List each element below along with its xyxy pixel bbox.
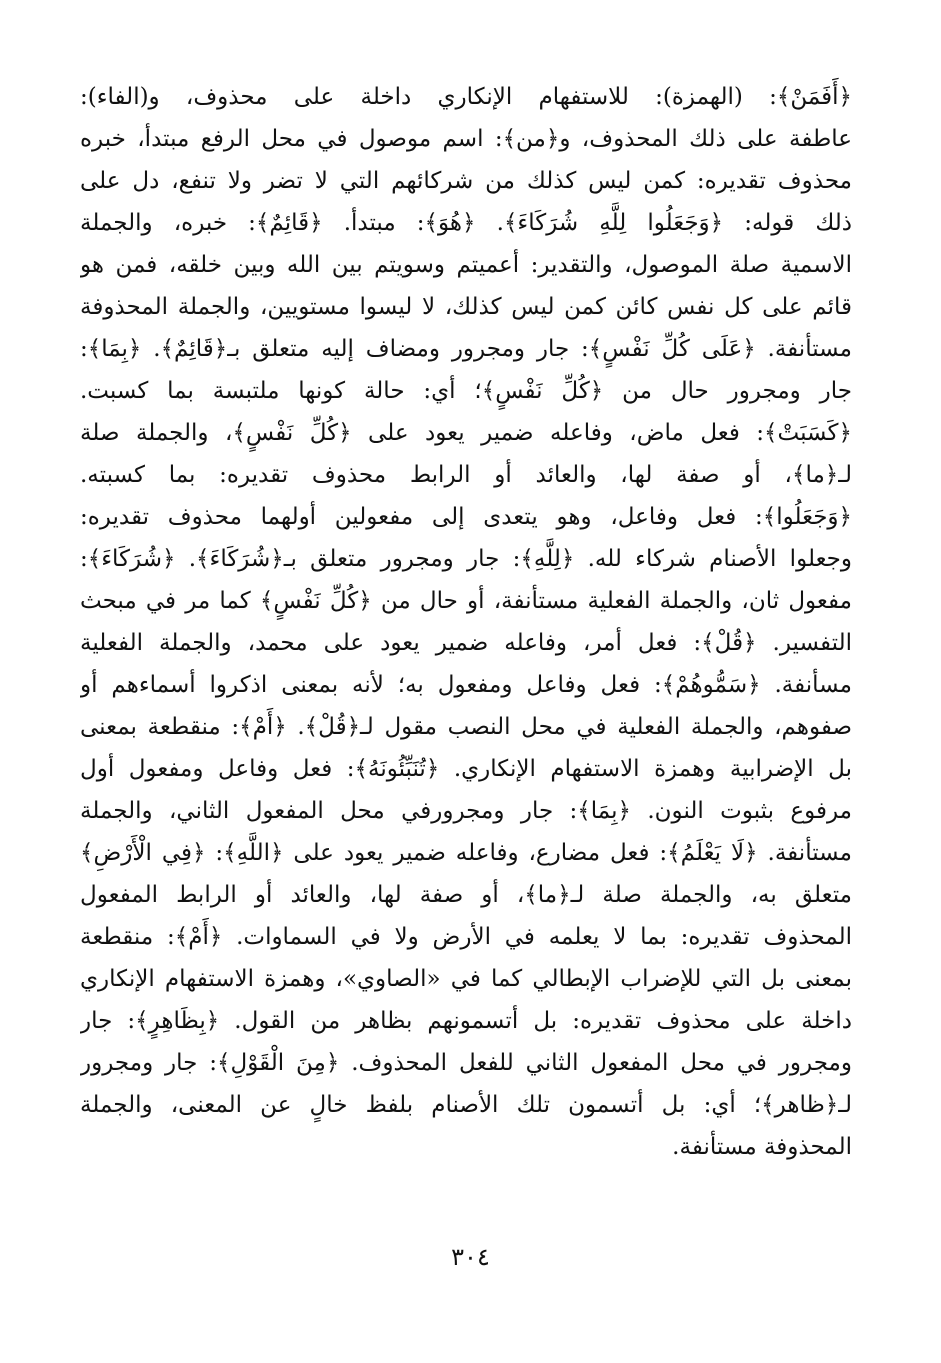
text-line: محذوف تقديره: كمن ليس كذلك من شركائهم التي لا تضر ولا تنفع، دل على	[80, 168, 852, 194]
text-line: مسأنفة. ﴿سَمُّوهُمْ﴾: فعل وفاعل ومفعول به؛ لأنه بمعنى اذكروا أسماءهم أو	[80, 672, 852, 698]
text-line: مستأنفة. ﴿لَا يَعْلَمُ﴾: فعل مضارع، وفاعله ضمير يعود على ﴿اللَّهِ﴾: ﴿فِي الْأَرْضِ﴾	[80, 840, 852, 866]
text-line: ﴿وَجَعَلُوا﴾: فعل وفاعل، وهو يتعدى إلى مفعولين أولهما محذوف تقديره:	[80, 504, 852, 530]
text-line: وجعلوا الأصنام شركاء لله. ﴿لِلَّهِ﴾: جار ومجرور متعلق بـ﴿شُرَكَاءَ﴾. ﴿شُرَكَاءَ﴾:	[80, 546, 852, 572]
text-line: المحذوفة مستأنفة.	[672, 1134, 852, 1160]
text-line: بمعنى بل التي للإضراب الإبطالي كما في «الصاوي»، وهمزة الاستفهام الإنكاري	[80, 966, 852, 992]
text-line: مستأنفة. ﴿عَلَى كُلِّ نَفْسٍ﴾: جار ومجرور ومضاف إليه متعلق بـ﴿قَائِمٌ﴾. ﴿بِمَا﴾:	[80, 336, 852, 362]
text-line: لـ﴿ظاهر﴾؛ أي: بل أتسمون تلك الأصنام بلفظ خالٍ عن المعنى، والجملة	[80, 1092, 852, 1118]
text-line: عاطفة على ذلك المحذوف، و﴿من﴾: اسم موصول في محل الرفع مبتدأ، خبره	[80, 126, 852, 152]
text-line: ذلك قوله: ﴿وَجَعَلُوا لِلَّهِ شُرَكَاءَ﴾. ﴿هُوَ﴾: مبتدأ. ﴿قَائِمٌ﴾: خبره، والجملة	[80, 210, 852, 236]
text-line: الاسمية صلة الموصول، والتقدير: أعميتم وسويتم بين الله وبين خلقه، فمن هو	[80, 252, 852, 278]
text-line: مرفوع بثبوت النون. ﴿بِمَا﴾: جار ومجرورفي محل المفعول الثاني، والجملة	[80, 798, 852, 824]
text-line: مفعول ثان، والجملة الفعلية مستأنفة، أو حال من ﴿كُلِّ نَفْسٍ﴾ كما مر في مبحث	[80, 588, 852, 614]
text-line: المحذوف تقديره: بما لا يعلمه في الأرض ولا في السماوات. ﴿أَمْ﴾: منقطعة	[80, 924, 852, 950]
page-number: ٣٠٤	[451, 1243, 490, 1271]
text-line: داخلة على محذوف تقديره: بل أتسمونهم بظاهر من القول. ﴿بِظَاهِرٍ﴾: جار	[80, 1008, 852, 1034]
text-line: ومجرور في محل المفعول الثاني للفعل المحذوف. ﴿مِنَ الْقَوْلِ﴾: جار ومجرور	[80, 1050, 852, 1076]
text-line: بل الإضرابية وهمزة الاستفهام الإنكاري. ﴿تُنَبِّئُونَهُ﴾: فعل وفاعل ومفعول أول	[80, 756, 852, 782]
text-line: التفسير. ﴿قُلْ﴾: فعل أمر، وفاعله ضمير يعود على محمد، والجملة الفعلية	[80, 630, 852, 656]
text-line: صفوهم، والجملة الفعلية في محل النصب مقول لـ﴿قُلْ﴾. ﴿أَمْ﴾: منقطعة بمعنى	[80, 714, 852, 740]
text-line: لـ﴿ما﴾، أو صفة لها، والعائد أو الرابط محذوف تقديره: بما كسبته.	[80, 462, 852, 488]
body-text	[80, 76, 852, 1168]
text-line: جار ومجرور حال من ﴿كُلِّ نَفْسٍ﴾؛ أي: حالة كونها ملتبسة بما كسبت.	[80, 378, 852, 404]
text-line: متعلق به، والجملة صلة لـ﴿ما﴾، أو صفة لها، والعائد أو الرابط المفعول	[80, 882, 852, 908]
text-line: ﴿كَسَبَتْ﴾: فعل ماض، وفاعله ضمير يعود على ﴿كُلِّ نَفْسٍ﴾، والجملة صلة	[80, 420, 852, 446]
text-line: قائم على كل نفس كائن كمن ليس كذلك، لا ليسوا مستويين، والجملة المحذوفة	[80, 294, 852, 320]
text-line: ﴿أَفَمَنْ﴾: (الهمزة): للاستفهام الإنكاري داخلة على محذوف، و(الفاء):	[80, 84, 852, 110]
